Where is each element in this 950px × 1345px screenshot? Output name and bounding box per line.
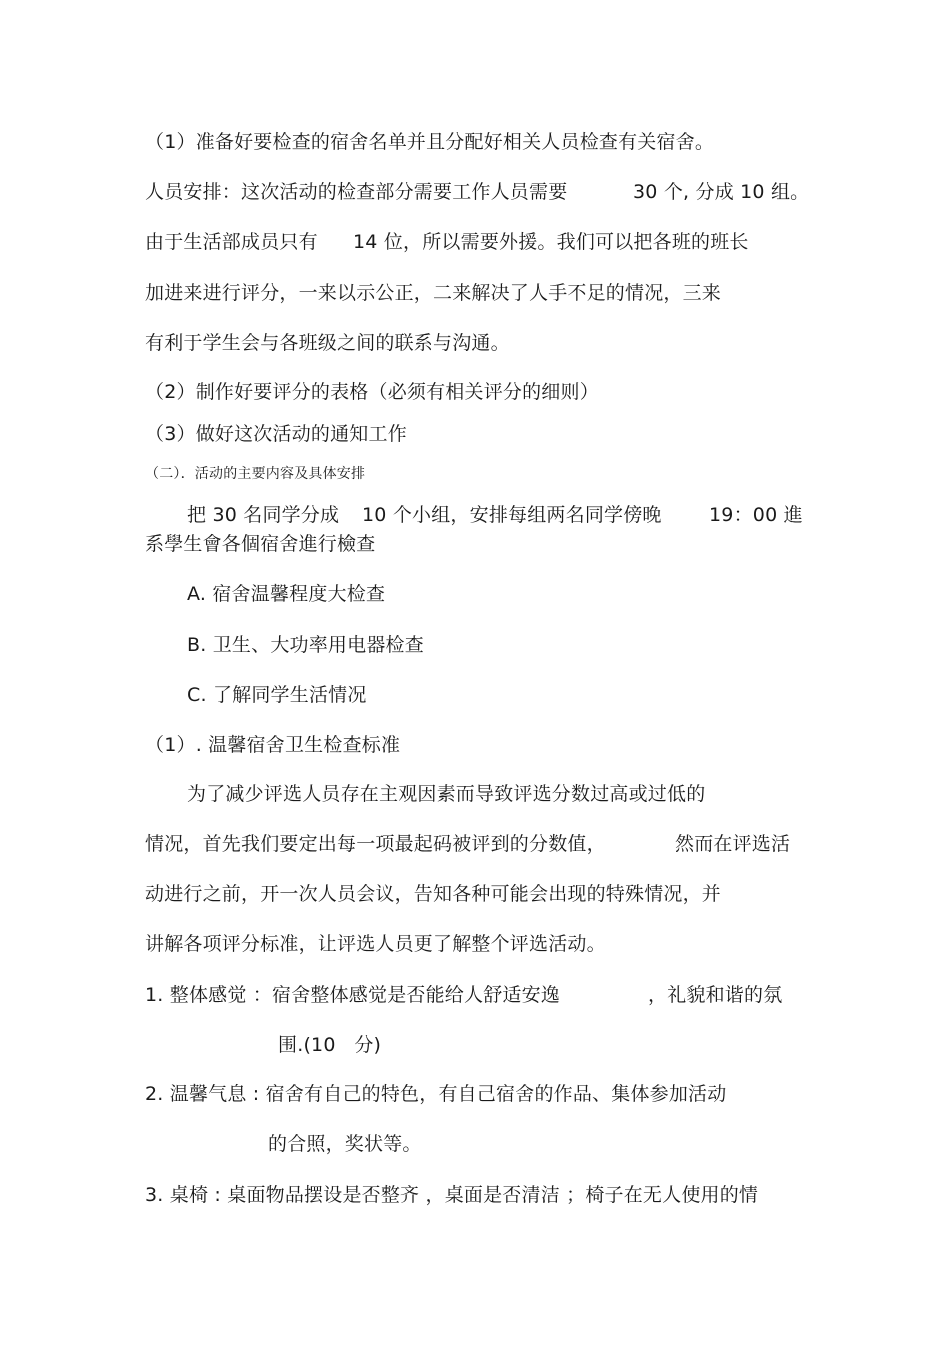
text-line: 为了减少评选人员存在主观因素而导致评选分数过高或过低的 — [187, 783, 706, 805]
text-line: ，礼貌和谐的氛 — [648, 984, 783, 1006]
section-heading: （二）．活动的主要内容及具体安排 — [145, 466, 366, 482]
text-line: 然而在评选活 — [675, 833, 791, 855]
list-item: 1. 整体感觉 ：宿舍整体感觉是否能给人舒适安逸 — [145, 984, 561, 1006]
text-line: 动进行之前，开一次人员会议，告知各种可能会出现的特殊情况，并 — [145, 883, 722, 905]
text-line: 由于生活部成员只有 — [145, 231, 318, 253]
text-line: 10 个小组，安排每组两名同学傍晚 — [362, 504, 662, 526]
list-item: 3. 桌椅 : 桌面物品摆设是否整齐 ，桌面是否清洁 ；椅子在无人使用的情 — [145, 1184, 759, 1206]
text-line: （1）准备好要检查的宿舍名单并且分配好相关人员检查有关宿舍。 — [145, 131, 715, 153]
text-line: 讲解各项评分标准，让评选人员更了解整个评选活动。 — [145, 933, 606, 955]
text-line: 人员安排：这次活动的检查部分需要工作人员需要 — [145, 181, 568, 203]
text-line: （2）制作好要评分的表格（必须有相关评分的细则） — [145, 381, 599, 403]
text-line: 情况，首先我们要定出每一项最起码被评到的分数值， — [145, 833, 606, 855]
text-line: 把 30 名同学分成 — [187, 504, 340, 526]
list-item: C. 了解同学生活情况 — [187, 684, 367, 706]
text-line: 30 个, 分成 10 组。 — [633, 181, 810, 203]
list-item: 2. 温馨气息 : 宿舍有自己的特色，有自己宿舍的作品、集体参加活动 — [145, 1083, 727, 1105]
text-line: 19：00 進 — [709, 504, 803, 526]
text-line: （3）做好这次活动的通知工作 — [145, 423, 407, 445]
text-line: 14 位，所以需要外援。我们可以把各班的班长 — [353, 231, 749, 253]
text-line: （1）. 温馨宿舍卫生检查标准 — [145, 734, 401, 756]
text-line: 围.(10 分) — [278, 1034, 382, 1056]
text-line: 系學生會各個宿舍進行檢查 — [145, 533, 376, 555]
text-line: 加进来进行评分，一来以示公正，二来解决了人手不足的情况，三来 — [145, 282, 722, 304]
text-line: 有利于学生会与各班级之间的联系与沟通。 — [145, 332, 510, 354]
list-item: B. 卫生、大功率用电器检查 — [187, 634, 424, 656]
list-item: A. 宿舍温馨程度大检查 — [187, 583, 386, 605]
text-line: 的合照，奖状等。 — [268, 1133, 422, 1155]
